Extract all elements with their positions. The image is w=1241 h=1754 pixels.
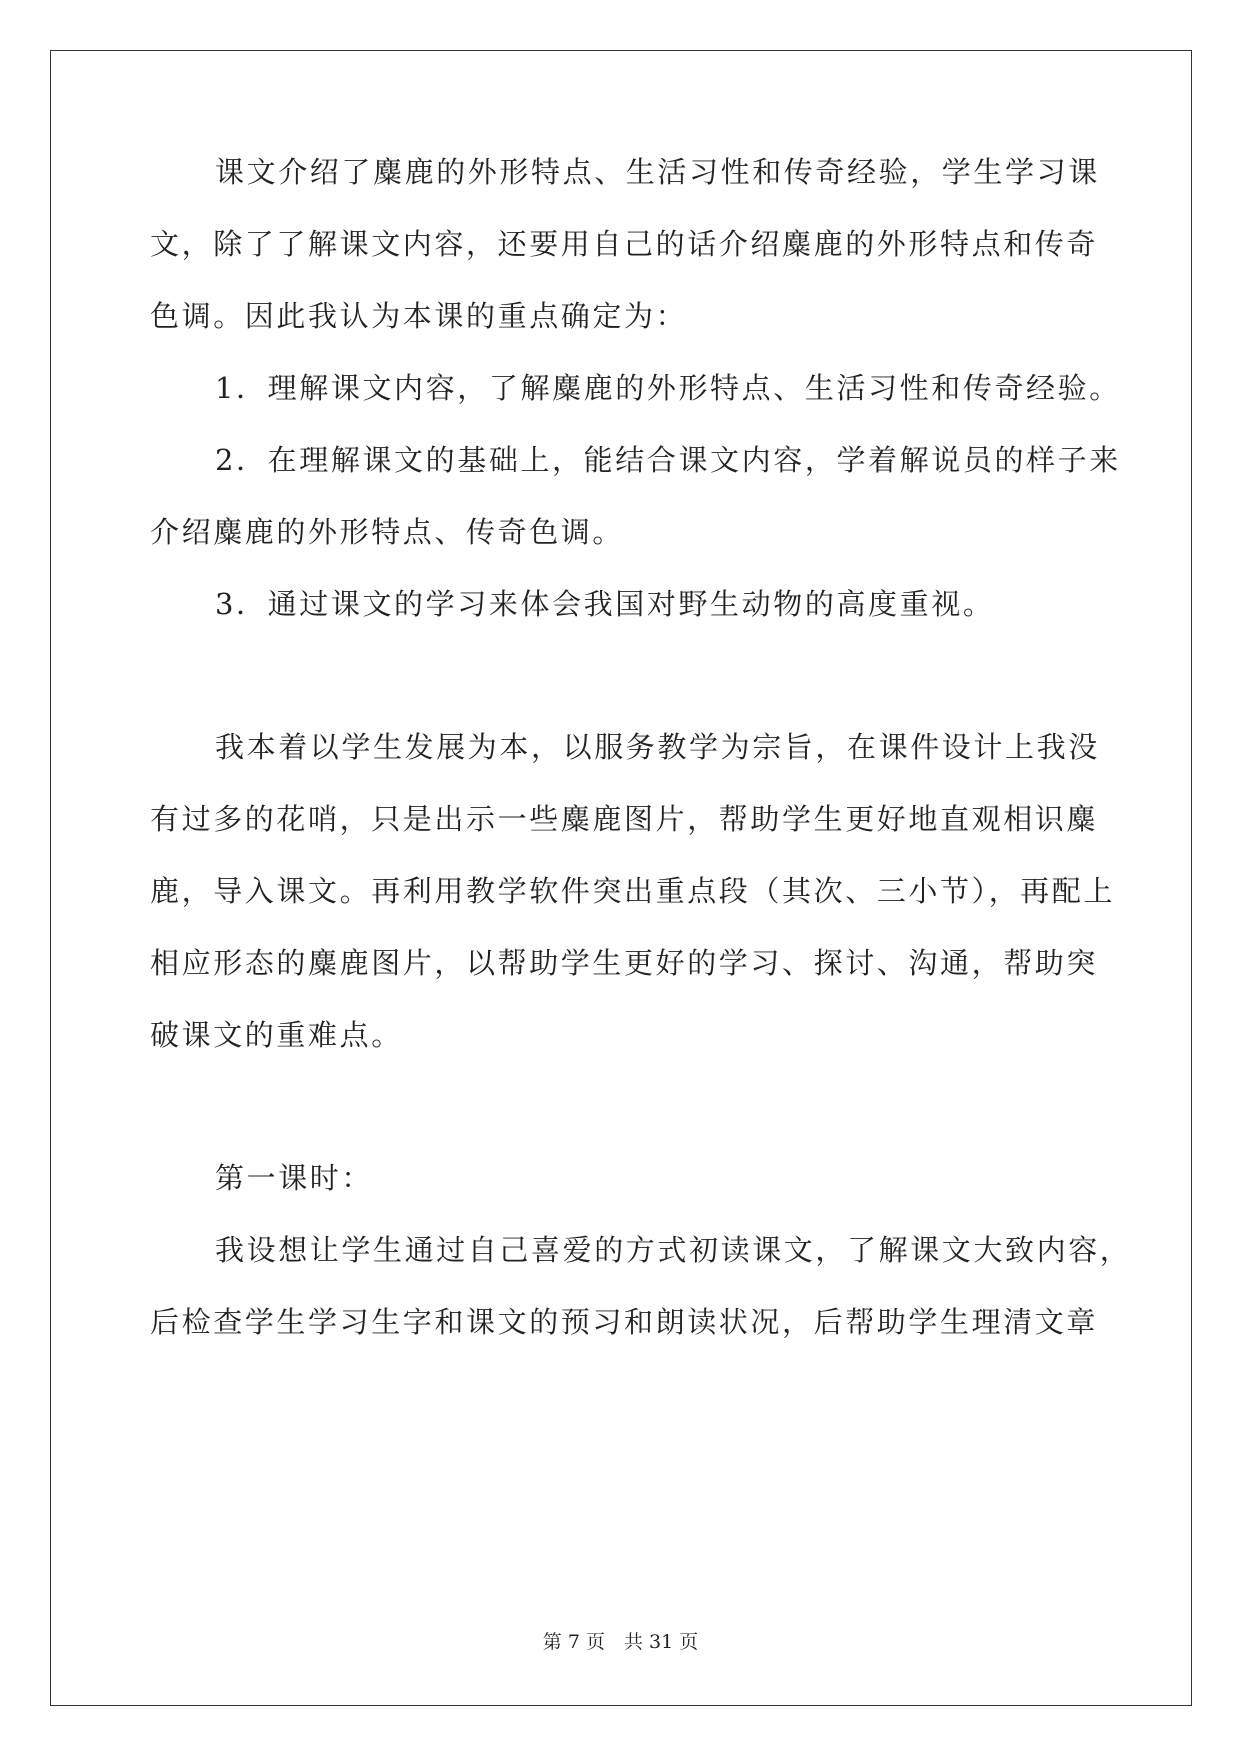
list-item: 2．在理解课文的基础上，能结合课文内容，学着解说员的样子来: [215, 443, 1121, 477]
paragraph-line: 课文介绍了麋鹿的外形特点、生活习性和传奇经验，学生学习课: [215, 155, 1100, 189]
paragraph-line: 后检查学生学习生字和课文的预习和朗读状况，后帮助学生理清文章: [150, 1305, 1099, 1339]
paragraph-line: 文，除了了解课文内容，还要用自己的话介绍麋鹿的外形特点和传奇: [150, 227, 1099, 261]
paragraph-line: 我本着以学生发展为本，以服务教学为宗旨，在课件设计上我没: [215, 730, 1100, 764]
paragraph-line: 色调。因此我认为本课的重点确定为：: [150, 299, 688, 333]
paragraph-line: 相应形态的麋鹿图片，以帮助学生更好的学习、探讨、沟通，帮助突: [150, 946, 1099, 980]
list-item: 3．通过课文的学习来体会我国对野生动物的高度重视。: [215, 587, 995, 621]
paragraph-line: 介绍麋鹿的外形特点、传奇色调。: [150, 515, 625, 549]
section-heading: 第一课时：: [215, 1161, 374, 1195]
page-number: 第 7 页 共 31 页: [542, 1631, 699, 1653]
paragraph-line: 鹿，导入课文。再利用教学软件突出重点段（其次、三小节），再配上: [150, 874, 1116, 908]
paragraph-line: 有过多的花哨，只是出示一些麋鹿图片，帮助学生更好地直观相识麋: [150, 802, 1099, 836]
paragraph-line: 我设想让学生通过自己喜爱的方式初读课文，了解课文大致内容，: [215, 1233, 1132, 1267]
paragraph-line: 破课文的重难点。: [150, 1018, 403, 1052]
list-item: 1．理解课文内容，了解麋鹿的外形特点、生活习性和传奇经验。: [215, 371, 1121, 405]
